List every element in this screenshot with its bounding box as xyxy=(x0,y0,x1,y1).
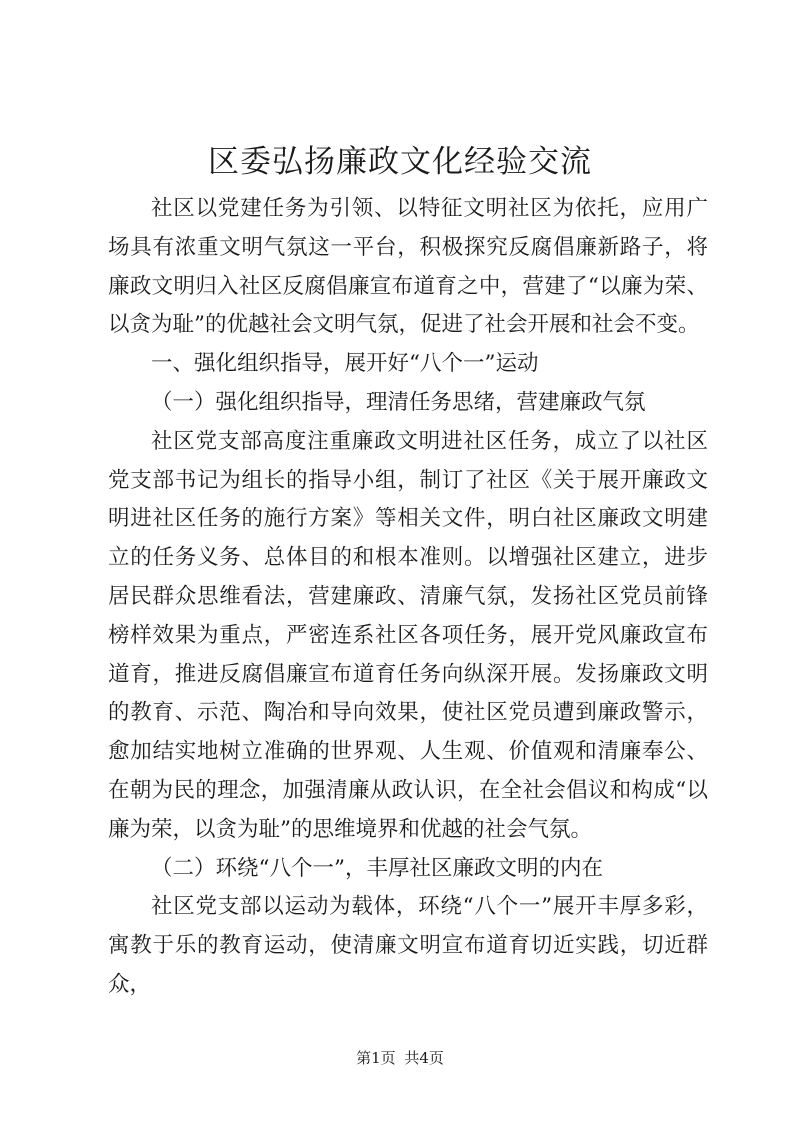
subsection-heading-2: （二）环绕“八个一”，丰厚社区廉政文明的内在 xyxy=(151,855,603,881)
paragraph-subsection-2: 社区党支部以运动为载体，环绕“八个一”展开丰厚多彩，寓教于乐的教育运动，使清廉文明宣布道育切近实践，切近群众， xyxy=(108,894,708,997)
page-total: 共4页 xyxy=(404,1049,444,1067)
paragraph-subsection-1: 社区党支部高度注重廉政文明进社区任务，成立了以社区党支部书记为组长的指导小组，制订了社区《关于展开廉政文明进社区任务的施行方案》等相关文件，明白社区廉政文明建立的任务义务、总体目的和根本准则。以增强社区建立，进步居民群众思维看法，营建廉政、清廉气氛，发扬社区党员前锋榜样效果为重点，严密连系社区各项任务，展开党风廉政宣布道育，推进反腐倡廉宣布道育任务向纵深开展。发扬廉政文明的教育、示范、陶冶和导向效果，使社区党员遭到廉政警示，愈加结实地树立准确的世界观、人生观、价值观和清廉奉公、在朝为民的理念，加强清廉从政认识，在全社会倡议和构成“以廉为荣，以贪为耻”的思维境界和优越的社会气氛。 xyxy=(108,428,708,842)
section-heading-1: 一、强化组织指导，展开好“八个一”运动 xyxy=(151,351,539,377)
document-body xyxy=(108,190,708,1005)
page-number: 第1页 xyxy=(356,1049,396,1067)
document-title: 区委弘扬廉政文化经验交流 xyxy=(208,144,592,180)
paragraph-intro: 社区以党建任务为引领、以特征文明社区为依托，应用广场具有浓重文明气氛这一平台，积极探究反腐倡廉新路子，将廉政文明归入社区反腐倡廉宣布道育之中，营建了“以廉为荣、以贪为耻”的优越社会文明气氛，促进了社会开展和社会不变。 xyxy=(108,196,708,338)
subsection-heading-1: （一）强化组织指导，理清任务思绪，营建廉政气氛 xyxy=(151,389,646,415)
page-footer xyxy=(0,1048,800,1068)
